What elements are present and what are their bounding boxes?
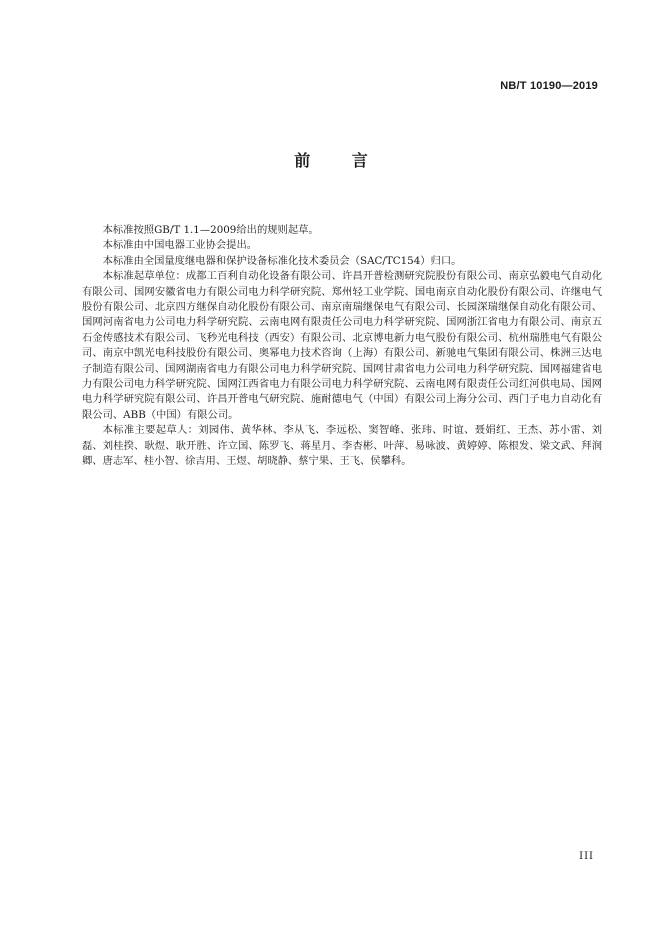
page-number: III <box>579 851 594 862</box>
document-code: NB/T 10190—2019 <box>500 80 598 92</box>
paragraph-drafting-units: 本标准起草单位：成都工百利自动化设备有限公司、许昌开普检测研究院股份有限公司、南京弘毅电气自动化有限公司、国网安徽省电力有限公司电力科学研究院、郑州轻工业学院、国电南京自动化股份有限公司、许继电气股份有限公司、北京四方继保自动化股份有限公司、南京南瑞继保电气有限公司、长园深瑞继保自动化有限公司、国网河南省电力公司电力科学研究院、云南电网有限责任公司电力科学研究院、国网浙江省电力有限公司、南京五石金传感技术有限公司、飞秒光电科技（西安）有限公司、北京博电新力电气股份有限公司、杭州瑞胜电气有限公司、南京中凯光电科技股份有限公司、奥幂电力技术咨询（上海）有限公司、新驰电气集团有限公司、株洲三达电子制造有限公司、国网湖南省电力有限公司电力科学研究院、国网甘肃省电力公司电力科学研究院、国网福建省电力有限公司电力科学研究院、国网江西省电力有限公司电力科学研究院、云南电网有限责任公司红河供电局、国网电力科学研究院有限公司、许昌开普电气研究院、施耐德电气（中国）有限公司上海分公司、西门子电力自动化有限公司、ABB（中国）有限公司。 <box>82 270 602 421</box>
paragraph-centralized-by: 本标准由全国量度继电器和保护设备标准化技术委员会（SAC/TC154）归口。 <box>102 254 462 267</box>
paragraph-drafters: 本标准主要起草人：刘园伟、黄华林、李从飞、李远松、窦智峰、张玮、时谊、聂娟红、王杰、苏小雷、刘磊、刘桂揆、耿煜、耿开胜、许立国、陈罗飞、蒋星月、李杏彬、叶萍、易咏波、黄婷婷、陈根发、梁文武、拜润卿、唐志军、桂小智、徐吉用、王煜、胡晓静、蔡宁果、王飞、侯攀科。 <box>82 424 602 468</box>
page-title: 前 言 <box>294 151 386 170</box>
paragraph-proposer: 本标准由中国电器工业协会提出。 <box>102 239 258 252</box>
paragraph-drafting-rules: 本标准按照GB/T 1.1—2009给出的规则起草。 <box>102 224 319 236</box>
foreword-body <box>82 223 602 470</box>
